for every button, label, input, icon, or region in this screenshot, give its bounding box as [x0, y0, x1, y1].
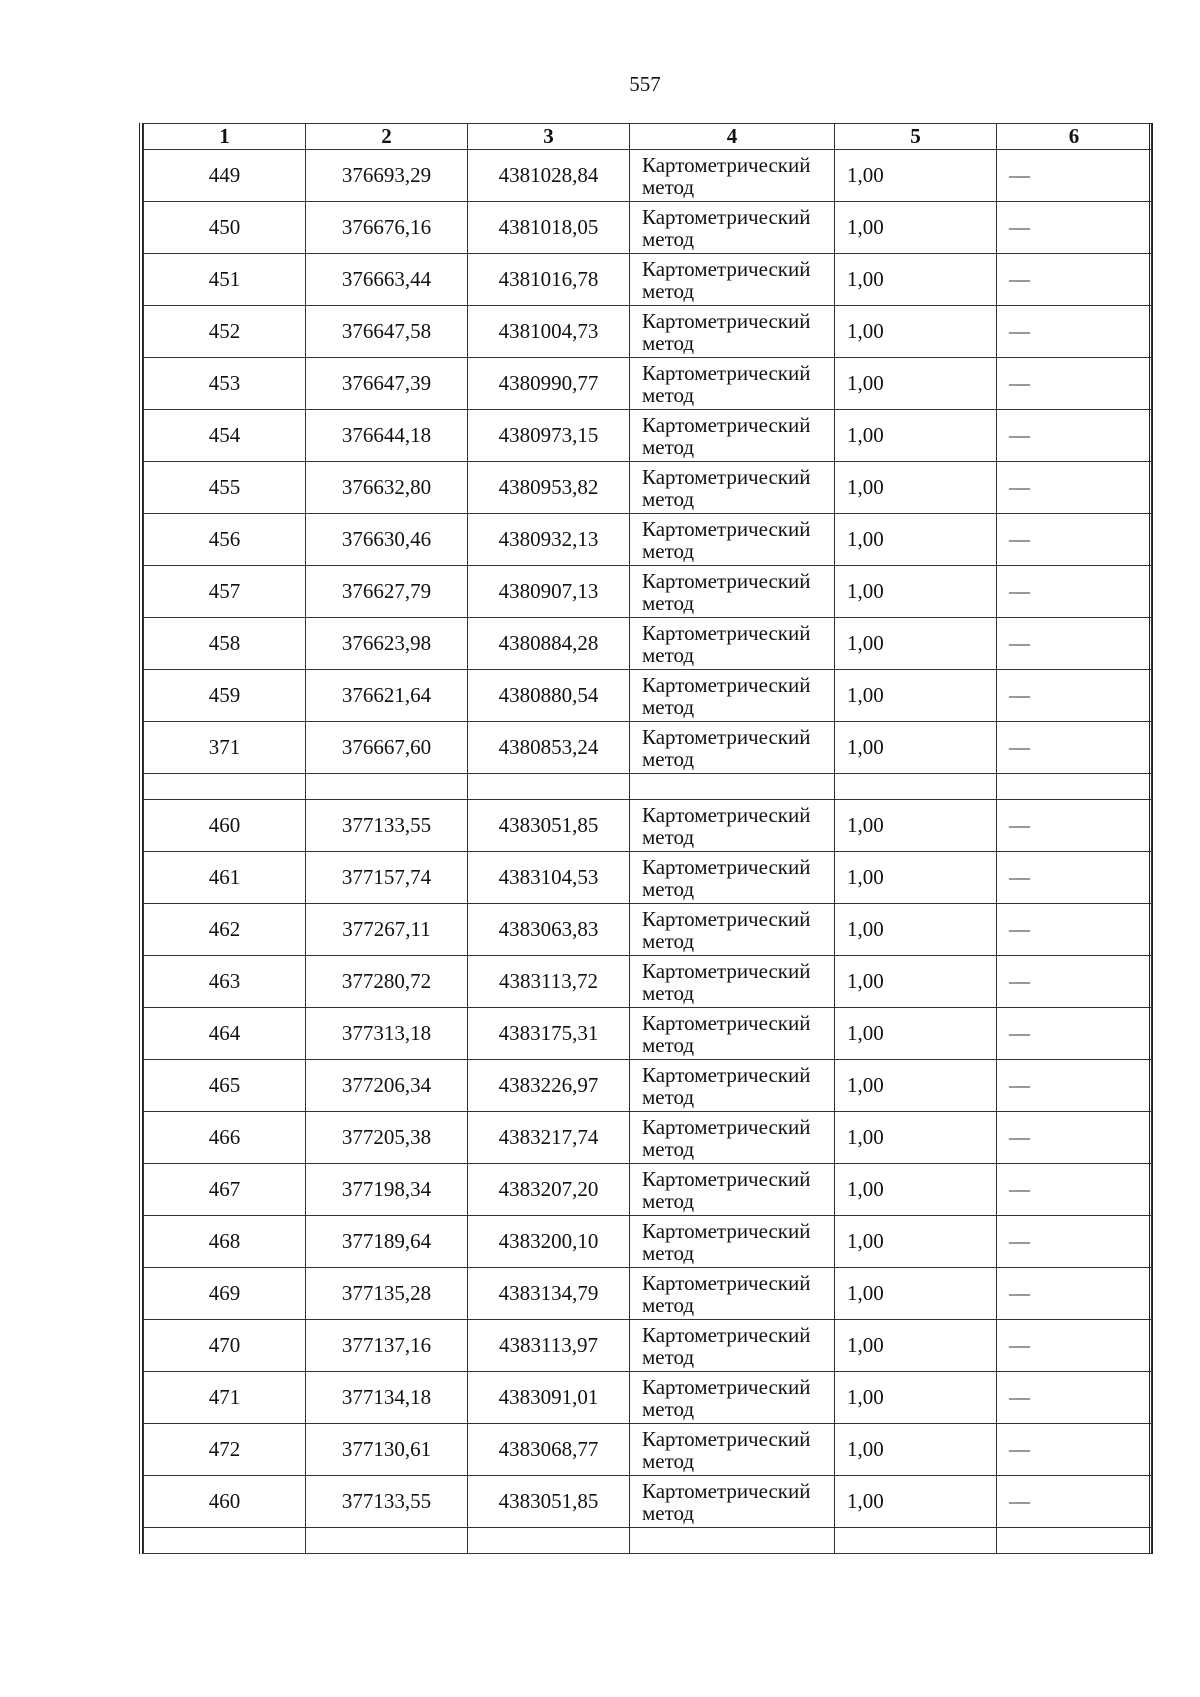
y-coordinate-cell: 4380907,13	[468, 566, 630, 618]
x-coordinate-cell: 376623,98	[306, 618, 468, 670]
table-row	[144, 150, 1152, 202]
method-cell	[630, 904, 835, 956]
description-cell: —	[997, 1268, 1152, 1320]
empty-cell	[835, 774, 997, 800]
x-coordinate-cell: 377206,34	[306, 1060, 468, 1112]
point-number-cell: 456	[144, 514, 306, 566]
method-cell	[630, 1424, 835, 1476]
accuracy-cell: 1,00	[835, 202, 997, 254]
point-number-cell: 452	[144, 306, 306, 358]
table-row	[144, 306, 1152, 358]
method-cell	[630, 306, 835, 358]
empty-cell	[144, 774, 306, 800]
accuracy-cell: 1,00	[835, 1112, 997, 1164]
header-cell: 1	[144, 124, 306, 150]
method-cell	[630, 514, 835, 566]
table-row	[144, 1320, 1152, 1372]
point-number-cell: 449	[144, 150, 306, 202]
method-line-2: метод	[642, 382, 695, 407]
header-row	[144, 124, 1152, 150]
accuracy-cell: 1,00	[835, 852, 997, 904]
empty-cell	[630, 1528, 835, 1554]
y-coordinate-cell: 4383113,97	[468, 1320, 630, 1372]
x-coordinate-cell: 377134,18	[306, 1372, 468, 1424]
table-row	[144, 800, 1152, 852]
method-cell	[630, 1320, 835, 1372]
method-line-1: Картометрический	[642, 1062, 811, 1087]
method-line-2: метод	[642, 642, 695, 667]
description-cell: —	[997, 618, 1152, 670]
description-cell: —	[997, 566, 1152, 618]
point-number-cell: 371	[144, 722, 306, 774]
method-cell	[630, 1164, 835, 1216]
point-number-cell: 458	[144, 618, 306, 670]
header-cell: 6	[997, 124, 1152, 150]
method-cell	[630, 358, 835, 410]
point-number-cell: 462	[144, 904, 306, 956]
method-line-2: метод	[642, 1292, 695, 1317]
method-line-2: метод	[642, 174, 695, 199]
description-cell: —	[997, 722, 1152, 774]
description-cell: —	[997, 1060, 1152, 1112]
header-cell: 3	[468, 124, 630, 150]
method-line-2: метод	[642, 278, 695, 303]
method-line-2: метод	[642, 1032, 695, 1057]
description-cell: —	[997, 1112, 1152, 1164]
method-cell	[630, 1112, 835, 1164]
table-body	[144, 150, 1152, 1554]
method-cell	[630, 956, 835, 1008]
method-line-1: Картометрический	[642, 1322, 811, 1347]
page-number: 557	[629, 72, 661, 96]
method-line-1: Картометрический	[642, 256, 811, 281]
y-coordinate-cell: 4380880,54	[468, 670, 630, 722]
method-line-2: метод	[642, 434, 695, 459]
method-line-2: метод	[642, 1448, 695, 1473]
method-cell	[630, 1268, 835, 1320]
description-cell: —	[997, 150, 1152, 202]
method-line-1: Картометрический	[642, 464, 811, 489]
point-number-cell: 457	[144, 566, 306, 618]
accuracy-cell: 1,00	[835, 1372, 997, 1424]
table-row	[144, 566, 1152, 618]
point-number-cell: 453	[144, 358, 306, 410]
x-coordinate-cell: 376632,80	[306, 462, 468, 514]
method-line-2: метод	[642, 824, 695, 849]
y-coordinate-cell: 4381018,05	[468, 202, 630, 254]
description-cell: —	[997, 1008, 1152, 1060]
accuracy-cell: 1,00	[835, 1008, 997, 1060]
point-number-cell: 463	[144, 956, 306, 1008]
description-cell: —	[997, 202, 1152, 254]
empty-cell	[468, 774, 630, 800]
x-coordinate-cell: 377157,74	[306, 852, 468, 904]
description-cell: —	[997, 358, 1152, 410]
table-row	[144, 618, 1152, 670]
method-line-1: Картометрический	[642, 1218, 811, 1243]
empty-cell	[306, 774, 468, 800]
method-line-2: метод	[642, 1240, 695, 1265]
point-number-cell: 454	[144, 410, 306, 462]
method-cell	[630, 1008, 835, 1060]
method-cell	[630, 566, 835, 618]
y-coordinate-cell: 4380884,28	[468, 618, 630, 670]
method-line-1: Картометрический	[642, 854, 811, 879]
method-line-1: Картометрический	[642, 412, 811, 437]
method-line-1: Картометрический	[642, 516, 811, 541]
accuracy-cell: 1,00	[835, 410, 997, 462]
method-cell	[630, 1060, 835, 1112]
table-row	[144, 514, 1152, 566]
method-line-1: Картометрический	[642, 906, 811, 931]
accuracy-cell: 1,00	[835, 514, 997, 566]
y-coordinate-cell: 4383207,20	[468, 1164, 630, 1216]
y-coordinate-cell: 4381016,78	[468, 254, 630, 306]
accuracy-cell: 1,00	[835, 1060, 997, 1112]
x-coordinate-cell: 376663,44	[306, 254, 468, 306]
description-cell: —	[997, 514, 1152, 566]
empty-cell	[997, 774, 1152, 800]
header-cell: 2	[306, 124, 468, 150]
description-cell: —	[997, 670, 1152, 722]
y-coordinate-cell: 4383091,01	[468, 1372, 630, 1424]
table-row	[144, 852, 1152, 904]
point-number-cell: 470	[144, 1320, 306, 1372]
method-line-2: метод	[642, 980, 695, 1005]
method-line-2: метод	[642, 1084, 695, 1109]
table-row	[144, 904, 1152, 956]
y-coordinate-cell: 4383068,77	[468, 1424, 630, 1476]
header-cell: 4	[630, 124, 835, 150]
method-line-1: Картометрический	[642, 1426, 811, 1451]
x-coordinate-cell: 376647,39	[306, 358, 468, 410]
accuracy-cell: 1,00	[835, 618, 997, 670]
description-cell: —	[997, 1372, 1152, 1424]
method-cell	[630, 254, 835, 306]
x-coordinate-cell: 377133,55	[306, 1476, 468, 1528]
method-line-2: метод	[642, 876, 695, 901]
description-cell: —	[997, 800, 1152, 852]
method-line-2: метод	[642, 694, 695, 719]
x-coordinate-cell: 376644,18	[306, 410, 468, 462]
table-row	[144, 202, 1152, 254]
point-number-cell: 466	[144, 1112, 306, 1164]
accuracy-cell: 1,00	[835, 1476, 997, 1528]
point-number-cell: 465	[144, 1060, 306, 1112]
point-number-cell: 469	[144, 1268, 306, 1320]
method-cell	[630, 1216, 835, 1268]
method-cell	[630, 202, 835, 254]
method-line-1: Картометрический	[642, 568, 811, 593]
description-cell: —	[997, 462, 1152, 514]
y-coordinate-cell: 4383226,97	[468, 1060, 630, 1112]
x-coordinate-cell: 377135,28	[306, 1268, 468, 1320]
point-number-cell: 460	[144, 1476, 306, 1528]
point-number-cell: 464	[144, 1008, 306, 1060]
y-coordinate-cell: 4380990,77	[468, 358, 630, 410]
method-line-1: Картометрический	[642, 360, 811, 385]
y-coordinate-cell: 4381028,84	[468, 150, 630, 202]
method-line-2: метод	[642, 330, 695, 355]
method-line-1: Картометрический	[642, 620, 811, 645]
method-line-2: метод	[642, 1500, 695, 1525]
x-coordinate-cell: 377267,11	[306, 904, 468, 956]
method-line-2: метод	[642, 590, 695, 615]
point-number-cell: 472	[144, 1424, 306, 1476]
y-coordinate-cell: 4383113,72	[468, 956, 630, 1008]
y-coordinate-cell: 4383063,83	[468, 904, 630, 956]
method-line-1: Картометрический	[642, 724, 811, 749]
description-cell: —	[997, 254, 1152, 306]
point-number-cell: 471	[144, 1372, 306, 1424]
description-cell: —	[997, 852, 1152, 904]
table-row	[144, 722, 1152, 774]
x-coordinate-cell: 376621,64	[306, 670, 468, 722]
x-coordinate-cell: 376676,16	[306, 202, 468, 254]
x-coordinate-cell: 377137,16	[306, 1320, 468, 1372]
method-line-2: метод	[642, 1136, 695, 1161]
table-row	[144, 1060, 1152, 1112]
accuracy-cell: 1,00	[835, 956, 997, 1008]
method-line-1: Картометрический	[642, 1270, 811, 1295]
accuracy-cell: 1,00	[835, 1216, 997, 1268]
point-number-cell: 468	[144, 1216, 306, 1268]
empty-cell	[468, 1528, 630, 1554]
y-coordinate-cell: 4383134,79	[468, 1268, 630, 1320]
method-line-1: Картометрический	[642, 1010, 811, 1035]
method-line-1: Картометрический	[642, 672, 811, 697]
method-line-1: Картометрический	[642, 1114, 811, 1139]
table-row	[144, 956, 1152, 1008]
y-coordinate-cell: 4381004,73	[468, 306, 630, 358]
method-line-2: метод	[642, 538, 695, 563]
accuracy-cell: 1,00	[835, 1424, 997, 1476]
description-cell: —	[997, 1424, 1152, 1476]
y-coordinate-cell: 4380973,15	[468, 410, 630, 462]
x-coordinate-cell: 377313,18	[306, 1008, 468, 1060]
x-coordinate-cell: 377189,64	[306, 1216, 468, 1268]
accuracy-cell: 1,00	[835, 306, 997, 358]
accuracy-cell: 1,00	[835, 1268, 997, 1320]
table-row	[144, 1112, 1152, 1164]
x-coordinate-cell: 377133,55	[306, 800, 468, 852]
header-cell: 5	[835, 124, 997, 150]
point-number-cell: 451	[144, 254, 306, 306]
table-row	[144, 670, 1152, 722]
x-coordinate-cell: 376647,58	[306, 306, 468, 358]
x-coordinate-cell: 377130,61	[306, 1424, 468, 1476]
method-line-1: Картометрический	[642, 802, 811, 827]
group-separator-row	[144, 1528, 1152, 1554]
table-row	[144, 1372, 1152, 1424]
table-row	[144, 358, 1152, 410]
method-line-1: Картометрический	[642, 958, 811, 983]
method-cell	[630, 150, 835, 202]
coordinates-table	[143, 123, 1152, 1554]
x-coordinate-cell: 377280,72	[306, 956, 468, 1008]
coordinates-table-wrapper	[139, 123, 1153, 1554]
empty-cell	[997, 1528, 1152, 1554]
method-line-2: метод	[642, 1188, 695, 1213]
accuracy-cell: 1,00	[835, 358, 997, 410]
accuracy-cell: 1,00	[835, 670, 997, 722]
table-row	[144, 1476, 1152, 1528]
description-cell: —	[997, 1320, 1152, 1372]
method-cell	[630, 852, 835, 904]
method-cell	[630, 670, 835, 722]
method-line-2: метод	[642, 226, 695, 251]
method-cell	[630, 1476, 835, 1528]
description-cell: —	[997, 410, 1152, 462]
y-coordinate-cell: 4383175,31	[468, 1008, 630, 1060]
accuracy-cell: 1,00	[835, 904, 997, 956]
point-number-cell: 459	[144, 670, 306, 722]
table-row	[144, 462, 1152, 514]
table-row	[144, 1268, 1152, 1320]
x-coordinate-cell: 376630,46	[306, 514, 468, 566]
accuracy-cell: 1,00	[835, 1164, 997, 1216]
empty-cell	[630, 774, 835, 800]
method-line-1: Картометрический	[642, 1478, 811, 1503]
x-coordinate-cell: 377198,34	[306, 1164, 468, 1216]
table-row	[144, 1008, 1152, 1060]
accuracy-cell: 1,00	[835, 1320, 997, 1372]
method-cell	[630, 410, 835, 462]
point-number-cell: 461	[144, 852, 306, 904]
accuracy-cell: 1,00	[835, 800, 997, 852]
method-line-1: Картометрический	[642, 1374, 811, 1399]
y-coordinate-cell: 4380932,13	[468, 514, 630, 566]
method-cell	[630, 618, 835, 670]
x-coordinate-cell: 377205,38	[306, 1112, 468, 1164]
table-row	[144, 1216, 1152, 1268]
group-separator-row	[144, 774, 1152, 800]
description-cell: —	[997, 1164, 1152, 1216]
accuracy-cell: 1,00	[835, 150, 997, 202]
y-coordinate-cell: 4383104,53	[468, 852, 630, 904]
method-cell	[630, 1372, 835, 1424]
empty-cell	[835, 1528, 997, 1554]
method-line-1: Картометрический	[642, 204, 811, 229]
table-row	[144, 1424, 1152, 1476]
method-line-2: метод	[642, 746, 695, 771]
method-line-2: метод	[642, 486, 695, 511]
description-cell: —	[997, 1476, 1152, 1528]
accuracy-cell: 1,00	[835, 566, 997, 618]
description-cell: —	[997, 1216, 1152, 1268]
accuracy-cell: 1,00	[835, 254, 997, 306]
y-coordinate-cell: 4383217,74	[468, 1112, 630, 1164]
description-cell: —	[997, 306, 1152, 358]
accuracy-cell: 1,00	[835, 462, 997, 514]
x-coordinate-cell: 376627,79	[306, 566, 468, 618]
y-coordinate-cell: 4383200,10	[468, 1216, 630, 1268]
description-cell: —	[997, 904, 1152, 956]
point-number-cell: 450	[144, 202, 306, 254]
x-coordinate-cell: 376667,60	[306, 722, 468, 774]
x-coordinate-cell: 376693,29	[306, 150, 468, 202]
method-line-1: Картометрический	[642, 1166, 811, 1191]
method-line-2: метод	[642, 1396, 695, 1421]
y-coordinate-cell: 4383051,85	[468, 800, 630, 852]
accuracy-cell: 1,00	[835, 722, 997, 774]
y-coordinate-cell: 4383051,85	[468, 1476, 630, 1528]
method-line-2: метод	[642, 928, 695, 953]
y-coordinate-cell: 4380953,82	[468, 462, 630, 514]
method-line-1: Картометрический	[642, 152, 811, 177]
y-coordinate-cell: 4380853,24	[468, 722, 630, 774]
point-number-cell: 455	[144, 462, 306, 514]
point-number-cell: 460	[144, 800, 306, 852]
empty-cell	[306, 1528, 468, 1554]
description-cell: —	[997, 956, 1152, 1008]
method-cell	[630, 800, 835, 852]
table-row	[144, 410, 1152, 462]
empty-cell	[144, 1528, 306, 1554]
table-row	[144, 254, 1152, 306]
table-row	[144, 1164, 1152, 1216]
point-number-cell: 467	[144, 1164, 306, 1216]
method-cell	[630, 722, 835, 774]
method-line-2: метод	[642, 1344, 695, 1369]
method-cell	[630, 462, 835, 514]
method-line-1: Картометрический	[642, 308, 811, 333]
